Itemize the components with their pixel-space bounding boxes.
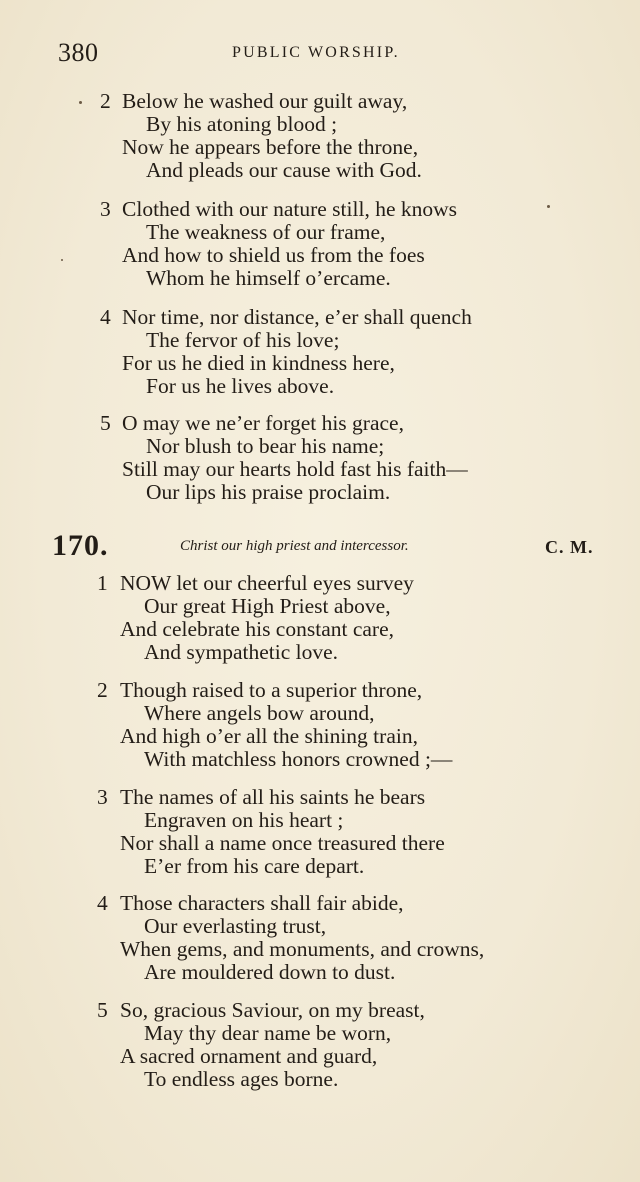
verse-line: The names of all his saints he bears <box>120 785 426 809</box>
verse-line: For us he died in kindness here, <box>122 351 395 375</box>
hymn-number: 170. <box>52 529 109 562</box>
verse-line: Our lips his praise proclaim. <box>146 480 391 504</box>
verse-line: Where angels bow around, <box>144 701 375 725</box>
verse-line: Whom he himself o’ercame. <box>146 266 391 290</box>
verse-line: And celebrate his constant care, <box>120 617 394 641</box>
verse-number: 5 <box>97 998 108 1022</box>
verse-line: Our everlasting trust, <box>144 914 327 938</box>
verse-line: E’er from his care depart. <box>144 854 365 878</box>
ink-speck <box>79 101 82 104</box>
verse-line: By his atoning blood ; <box>146 112 338 136</box>
verse-number: 1 <box>97 571 108 595</box>
verse-line: Though raised to a superior throne, <box>120 678 423 702</box>
verse-line: Clothed with our nature still, he knows <box>122 197 458 221</box>
verse-number: 3 <box>100 197 111 221</box>
verse-line: And high o’er all the shining train, <box>120 724 418 748</box>
verse-line: Nor time, nor distance, e’er shall quench <box>122 305 472 329</box>
verse-line: Our great High Priest above, <box>144 594 391 618</box>
verse-line: Engraven on his heart ; <box>144 808 344 832</box>
verse-number: 3 <box>97 785 108 809</box>
verse-number: 4 <box>100 305 111 329</box>
verse-line: To endless ages borne. <box>144 1067 339 1091</box>
verse-line: When gems, and monuments, and crowns, <box>120 937 485 961</box>
verse-line: May thy dear name be worn, <box>144 1021 392 1045</box>
verse-line: O may we ne’er forget his grace, <box>122 411 404 435</box>
verse-line: So, gracious Saviour, on my breast, <box>120 998 425 1022</box>
verse-line: And sympathetic love. <box>144 640 339 664</box>
verse-line: And how to shield us from the foes <box>122 243 425 267</box>
verse-number: 2 <box>100 89 111 113</box>
verse-line: Below he washed our guilt away, <box>122 89 408 113</box>
verse-line: Nor shall a name once treasured there <box>120 831 445 855</box>
page-number: 380 <box>58 38 99 67</box>
verse-line: Still may our hearts hold fast his faith— <box>122 457 468 481</box>
verse-number: 4 <box>97 891 108 915</box>
verse-line: The weakness of our frame, <box>146 220 386 244</box>
verse-line: Are mouldered down to dust. <box>144 960 396 984</box>
verse-line: With matchless honors crowned ;— <box>144 747 453 771</box>
verse-number: 2 <box>97 678 108 702</box>
hymn-title: Christ our high priest and intercessor. <box>180 538 409 554</box>
verse-line: A sacred ornament and guard, <box>120 1044 378 1068</box>
ink-speck <box>61 259 63 261</box>
verse-line: The fervor of his love; <box>146 328 340 352</box>
hymn-meter: C. M. <box>545 537 594 557</box>
verse-line: Nor blush to bear his name; <box>146 434 385 458</box>
verse-line: Now he appears before the throne, <box>122 135 419 159</box>
verse-line: Those characters shall fair abide, <box>120 891 404 915</box>
ink-speck <box>547 205 550 208</box>
verse-number: 5 <box>100 411 111 435</box>
verse-line: NOW let our cheerful eyes survey <box>120 571 414 595</box>
verse-line: For us he lives above. <box>146 374 335 398</box>
running-head: PUBLIC WORSHIP. <box>232 44 400 61</box>
verse-line: And pleads our cause with God. <box>146 158 422 182</box>
